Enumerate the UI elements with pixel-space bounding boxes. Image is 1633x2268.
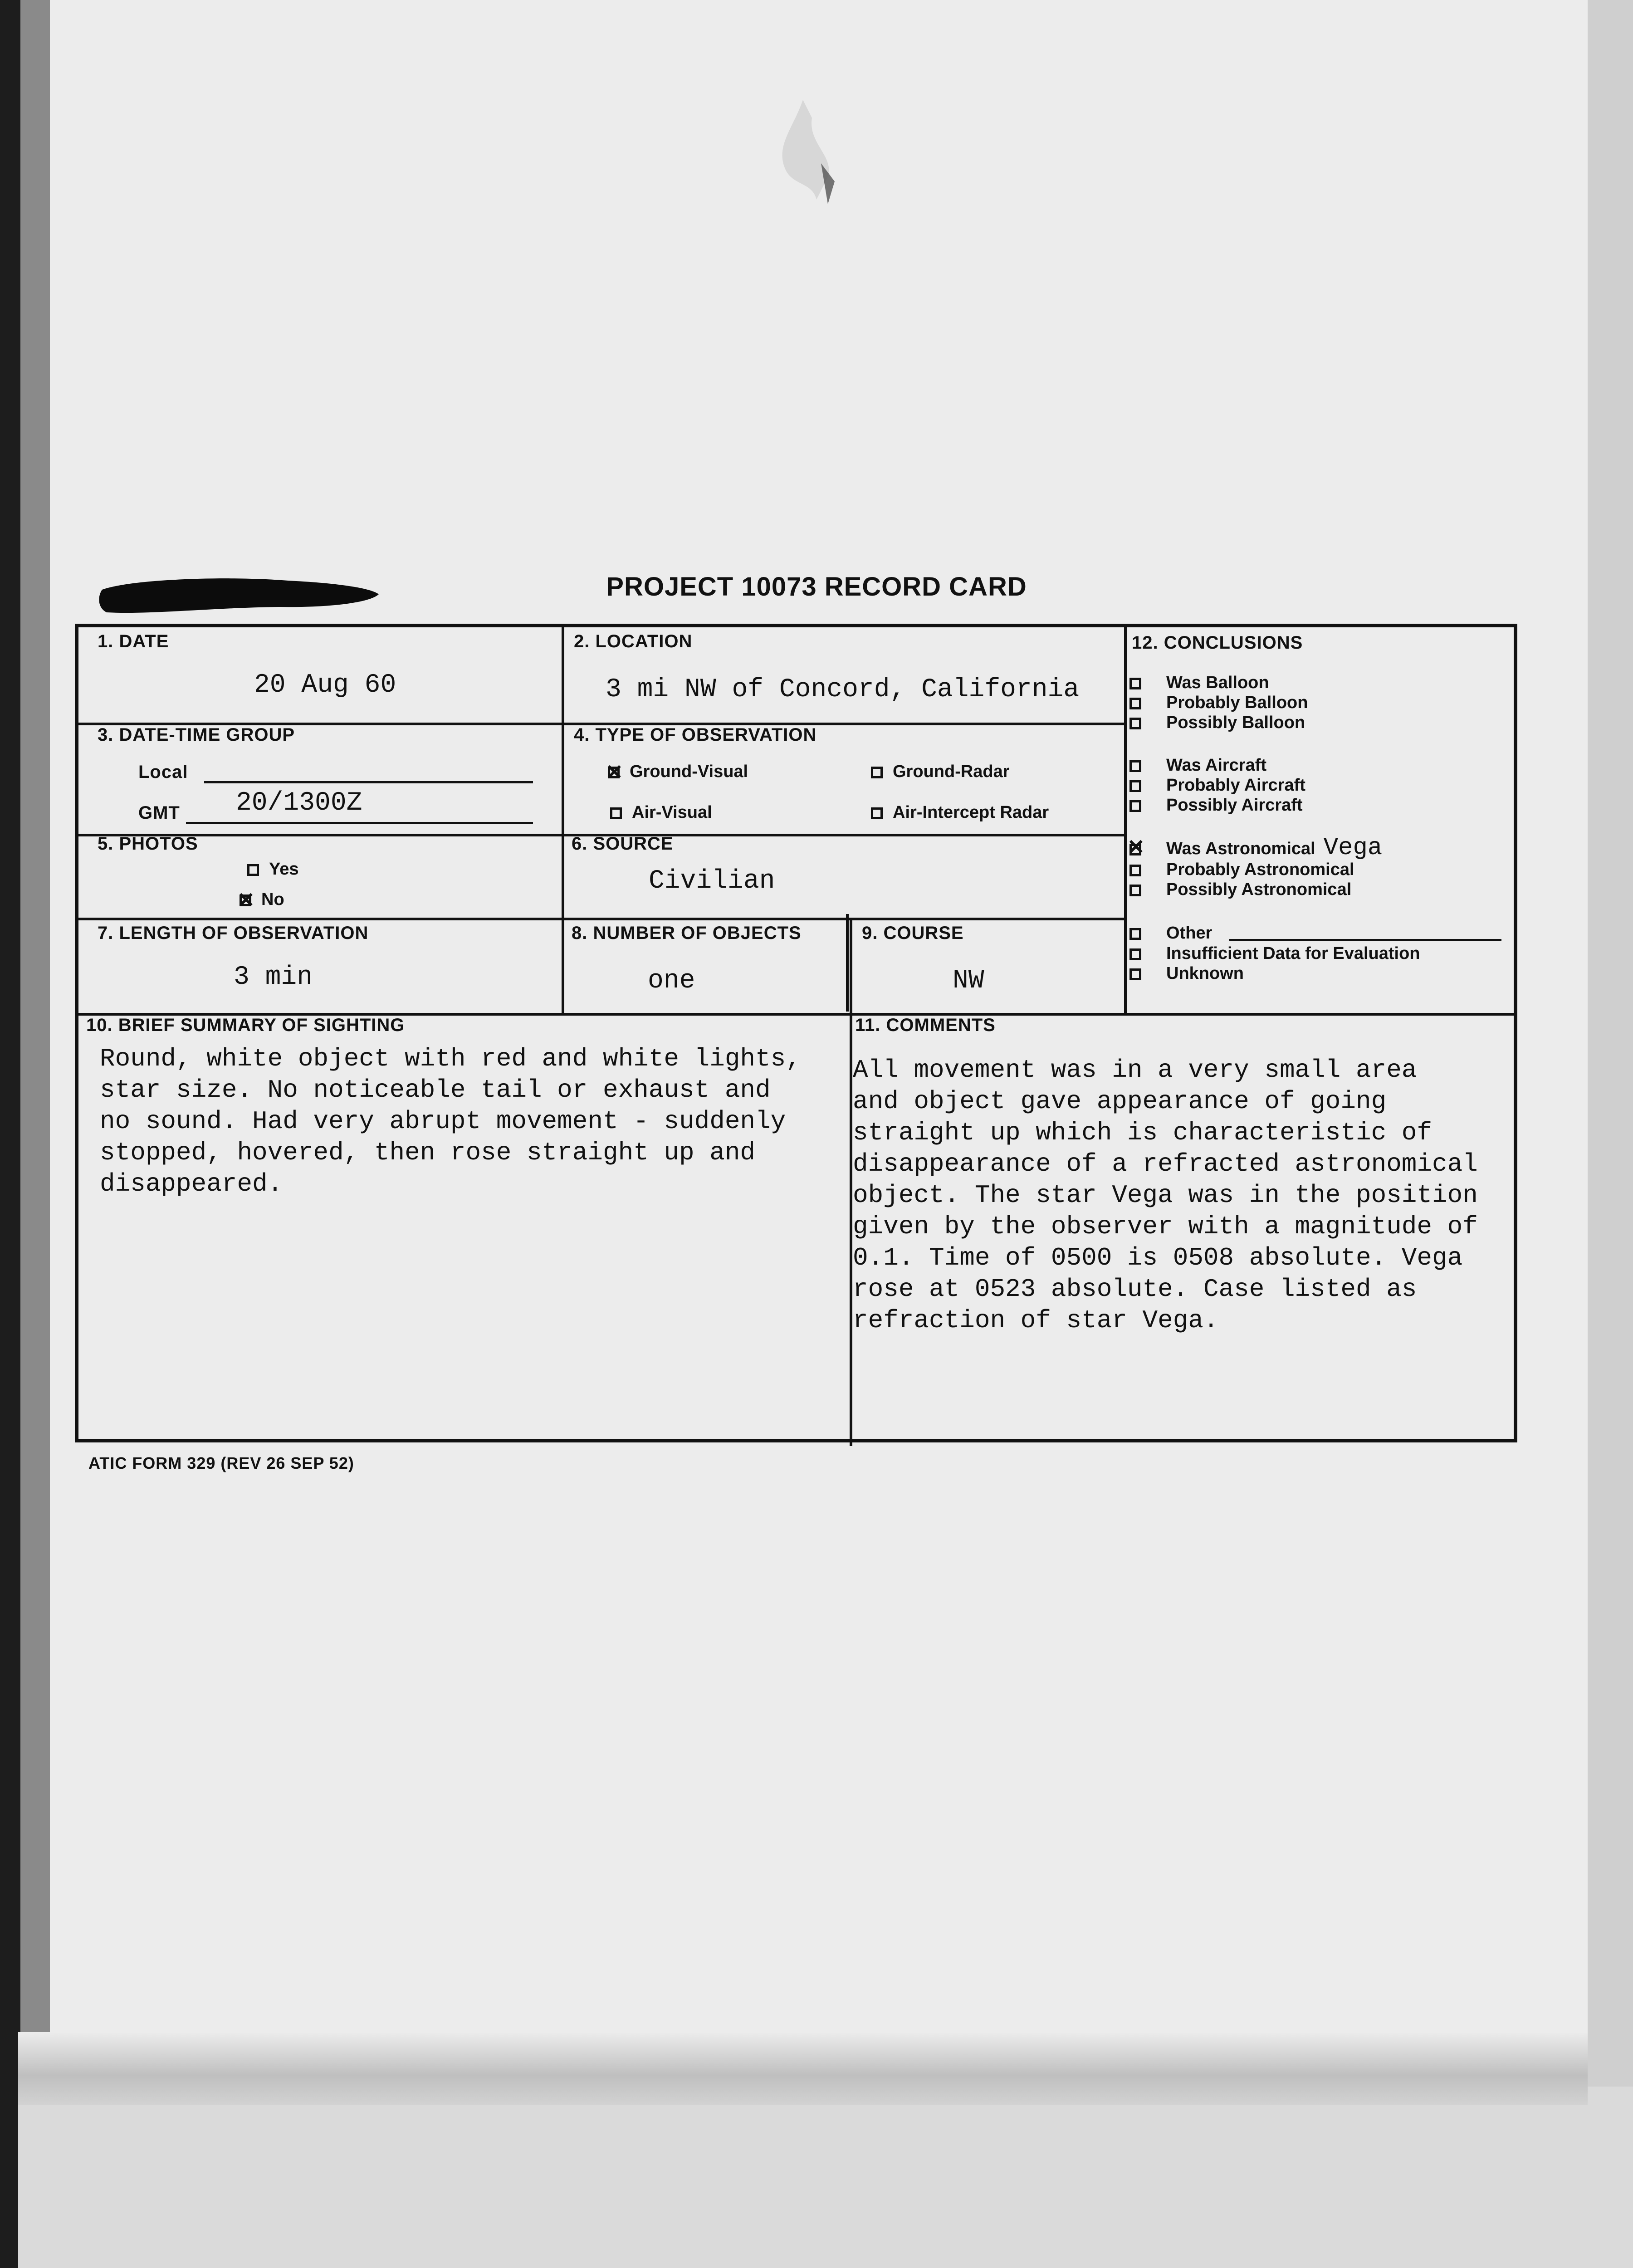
checkbox-icon [871, 767, 883, 778]
conclusion-probably-aircraft: Probably Aircraft [1129, 775, 1305, 795]
comments-text [853, 1055, 1478, 1336]
comments-line: refraction of star Vega. [853, 1306, 1219, 1335]
scan-lower-area [18, 2087, 1633, 2268]
grid-line [78, 918, 1124, 920]
checkbox-icon [1129, 885, 1141, 896]
option-air-intercept-radar: Air-Intercept Radar [871, 803, 1049, 822]
checkbox-icon [1129, 780, 1141, 792]
vega-annotation: Vega [1323, 834, 1383, 862]
summary-line: Round, white object with red and white lights, [100, 1044, 801, 1073]
paper-smudge [748, 91, 862, 227]
conclusion-possibly-astronomical: Possibly Astronomical [1129, 880, 1351, 899]
checkbox-checked-icon [1129, 844, 1141, 855]
date-value: 20 Aug 60 [254, 670, 396, 700]
grid-line [846, 914, 849, 1012]
checkbox-icon [610, 807, 622, 819]
conclusion-was-astronomical: ✕Was Astronomical Vega [1129, 838, 1382, 859]
checkbox-icon [1129, 718, 1141, 729]
comments-line: 0.1. Time of 0500 is 0508 absolute. Vega [853, 1243, 1463, 1272]
number-value: one [648, 966, 695, 996]
conclusion-was-aircraft: Was Aircraft [1129, 755, 1266, 775]
comments-line: given by the observer with a magnitude of [853, 1212, 1478, 1241]
comments-line: All movement was in a very small area [853, 1056, 1417, 1085]
option-ground-radar: Ground-Radar [871, 762, 1010, 782]
source-value: Civilian [649, 866, 775, 896]
checkbox-icon [1129, 948, 1141, 960]
course-value: NW [953, 966, 984, 996]
gmt-underline [186, 822, 533, 824]
comments-line: rose at 0523 absolute. Case listed as [853, 1275, 1417, 1304]
summary-line: no sound. Had very abrupt movement - suddenly [100, 1107, 786, 1136]
checkbox-icon [1129, 928, 1141, 940]
conclusions-label: 12. CONCLUSIONS [1132, 633, 1303, 653]
conclusion-possibly-balloon: Possibly Balloon [1129, 713, 1305, 733]
scan-edge-right [1588, 0, 1633, 2087]
comments-line: object. The star Vega was in the position [853, 1181, 1478, 1210]
location-value: 3 mi NW of Concord, California [606, 675, 1080, 704]
checkbox-icon [871, 807, 883, 819]
summary-line: disappeared. [100, 1169, 283, 1198]
checkbox-icon [1129, 800, 1141, 812]
card-title: PROJECT 10073 RECORD CARD [606, 572, 1027, 601]
date-label: 1. DATE [98, 631, 169, 651]
scan-edge-left [0, 0, 20, 2268]
checkbox-icon [1129, 865, 1141, 876]
conclusion-probably-balloon: Probably Balloon [1129, 693, 1308, 713]
comments-label: 11. COMMENTS [855, 1015, 996, 1035]
course-label: 9. COURSE [862, 923, 964, 943]
redaction-mark [98, 576, 381, 617]
local-underline [204, 781, 533, 783]
option-photos-yes: Yes [247, 860, 299, 879]
checkbox-icon [1129, 698, 1141, 709]
source-label: 6. SOURCE [572, 834, 674, 854]
checkbox-icon [1129, 968, 1141, 980]
type-label: 4. TYPE OF OBSERVATION [574, 725, 817, 745]
gmt-value: 20/1300Z [236, 788, 362, 818]
scan-edge-left-shadow [20, 0, 50, 2268]
checkbox-icon [1129, 678, 1141, 689]
other-underline [1229, 939, 1501, 941]
comments-line: disappearance of a refracted astronomical [853, 1149, 1478, 1178]
comments-line: straight up which is characteristic of [853, 1118, 1433, 1147]
option-ground-visual: ✕Ground-Visual [608, 762, 748, 782]
conclusion-was-balloon: Was Balloon [1129, 673, 1269, 693]
dtg-label: 3. DATE-TIME GROUP [98, 725, 295, 745]
conclusion-probably-astronomical: Probably Astronomical [1129, 860, 1354, 880]
photos-label: 5. PHOTOS [98, 834, 198, 854]
grid-line [562, 627, 564, 1013]
length-value: 3 min [234, 963, 313, 992]
grid-line [850, 918, 852, 1446]
option-air-visual: Air-Visual [610, 803, 712, 822]
conclusion-possibly-aircraft: Possibly Aircraft [1129, 795, 1303, 815]
summary-label: 10. BRIEF SUMMARY OF SIGHTING [86, 1015, 405, 1035]
local-label: Local [138, 762, 188, 782]
grid-line [1124, 627, 1127, 1013]
checkbox-icon [247, 864, 259, 876]
summary-text [100, 1043, 801, 1200]
option-photos-no: ✕No [240, 890, 284, 909]
gmt-label: GMT [138, 803, 180, 823]
location-label: 2. LOCATION [574, 631, 693, 651]
length-label: 7. LENGTH OF OBSERVATION [98, 923, 369, 943]
conclusion-unknown: Unknown [1129, 963, 1244, 983]
summary-line: stopped, hovered, then rose straight up and [100, 1138, 756, 1167]
form-id: ATIC FORM 329 (REV 26 SEP 52) [88, 1454, 354, 1472]
conclusion-other: Other [1129, 923, 1212, 943]
checkbox-icon [1129, 760, 1141, 772]
checkbox-checked-icon [608, 767, 620, 778]
conclusion-insufficient-data: Insufficient Data for Evaluation [1129, 943, 1420, 963]
number-label: 8. NUMBER OF OBJECTS [572, 923, 802, 943]
page-bottom-shadow [18, 2032, 1588, 2105]
checkbox-checked-icon [240, 894, 251, 906]
summary-line: star size. No noticeable tail or exhaust and [100, 1075, 771, 1105]
comments-line: and object gave appearance of going [853, 1087, 1387, 1116]
